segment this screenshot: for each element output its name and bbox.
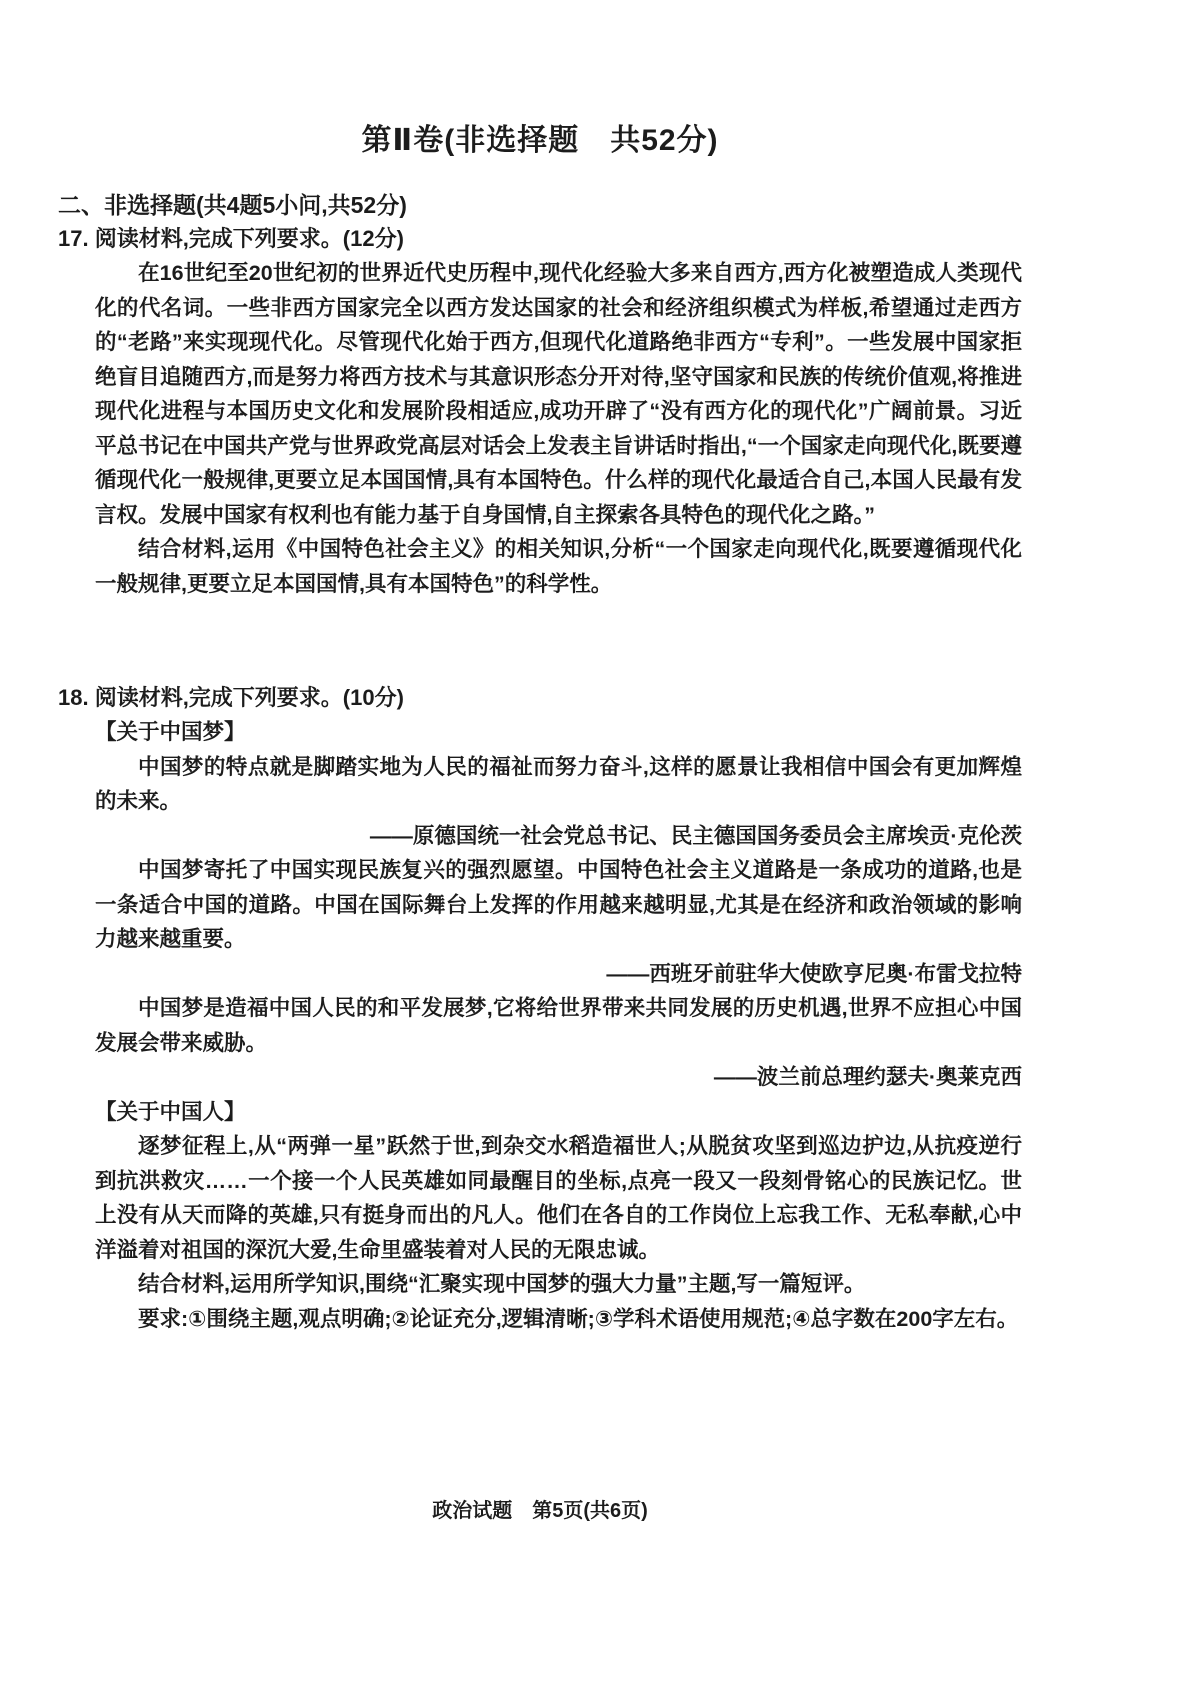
section-heading: 二、非选择题(共4题5小问,共52分) [58,192,407,218]
question-18-quote-1: 中国梦的特点就是脚踏实地为人民的福祉而努力奋斗,这样的愿景让我相信中国会有更加辉煌的未来。 [95,754,1022,813]
question-18-requirements: 要求:①围绕主题,观点明确;②论证充分,逻辑清晰;③学科术语使用规范;④总字数在200字左右。 [138,1306,1019,1331]
question-17-task: 结合材料,运用《中国特色社会主义》的相关知识,分析“一个国家走向现代化,既要遵循现代化一般规律,更要立足本国国情,具有本国特色”的科学性。 [95,537,1022,596]
question-18-quote-3: 中国梦是造福中国人民的和平发展梦,它将给世界带来共同发展的历史机遇,世界不应担心中国发展会带来威胁。 [95,996,1022,1055]
question-17-material: 在16世纪至20世纪初的世界近代史历程中,现代化经验大多来自西方,西方化被塑造成人类现代化的代名词。一些非西方国家完全以西方发达国家的社会和经济组织模式为样板,希望通过走西方的“老路”来实现现代化。尽管现代化始于西方,但现代化道路绝非西方“专利”。一些发展中国家拒绝盲目追随西方,而是努力将西方技术与其意识形态分开对待,坚守国家和民族的传统价值观,将推进现代化进程与本国历史文化和发展阶段相适应,成功开辟了“没有西方化的现代化”广阔前景。习近平总书记在中国共产党与世界政党高层对话会上发表主旨讲话时指出,“一个国家走向现代化,既要遵循现代化一般规律,更要立足本国国情,具有本国特色。什么样的现代化最适合自己,本国人民最有发言权。发展中国家有权利也有能力基于自身国情,自主探索各具特色的现代化之路。” [95,261,1022,527]
page-title: 第Ⅱ卷(非选择题 共52分) [361,124,719,157]
page-footer: 政治试题 第5页(共6页) [432,1500,648,1522]
question-18-heading: 18. 阅读材料,完成下列要求。(10分) [58,685,404,710]
question-18-quote-3-source: ——波兰前总理约瑟夫·奥莱克西 [713,1065,1022,1089]
question-18-quote-2-source: ——西班牙前驻华大使欧亨尼奥·布雷戈拉特 [606,961,1022,986]
question-17-body [95,256,1022,601]
question-17 [58,222,1022,601]
question-17-heading: 17. 阅读材料,完成下列要求。(12分) [58,226,404,251]
question-18-quote-2: 中国梦寄托了中国实现民族复兴的强烈愿望。中国特色社会主义道路是一条成功的道路,也是一条适合中国的道路。中国在国际舞台上发挥的作用越来越明显,尤其是在经济和政治领域的影响力越来越重要。 [95,858,1022,951]
question-18 [58,681,1022,1336]
question-18-quote-1-source: ——原德国统一社会党总书记、民主德国国务委员会主席埃贡·克伦茨 [369,823,1022,848]
question-18-task: 结合材料,运用所学知识,围绕“汇聚实现中国梦的强大力量”主题,写一篇短评。 [138,1272,866,1296]
question-18-label-china-dream: 【关于中国梦】 [95,720,246,744]
question-18-body [95,715,1022,1336]
question-18-material: 逐梦征程上,从“两弹一星”跃然于世,到杂交水稻造福世人;从脱贫攻坚到巡边护边,从抗疫逆行到抗洪救灾……一个接一个人民英雄如同最醒目的坐标,点亮一段又一段刻骨铭心的民族记忆。世上没有从天而降的英雄,只有挺身而出的凡人。他们在各自的工作岗位上忘我工作、无私奉献,心中洋溢着对祖国的深沉大爱,生命里盛装着对人民的无限忠诚。 [95,1134,1022,1262]
question-18-label-chinese-people: 【关于中国人】 [95,1099,246,1124]
